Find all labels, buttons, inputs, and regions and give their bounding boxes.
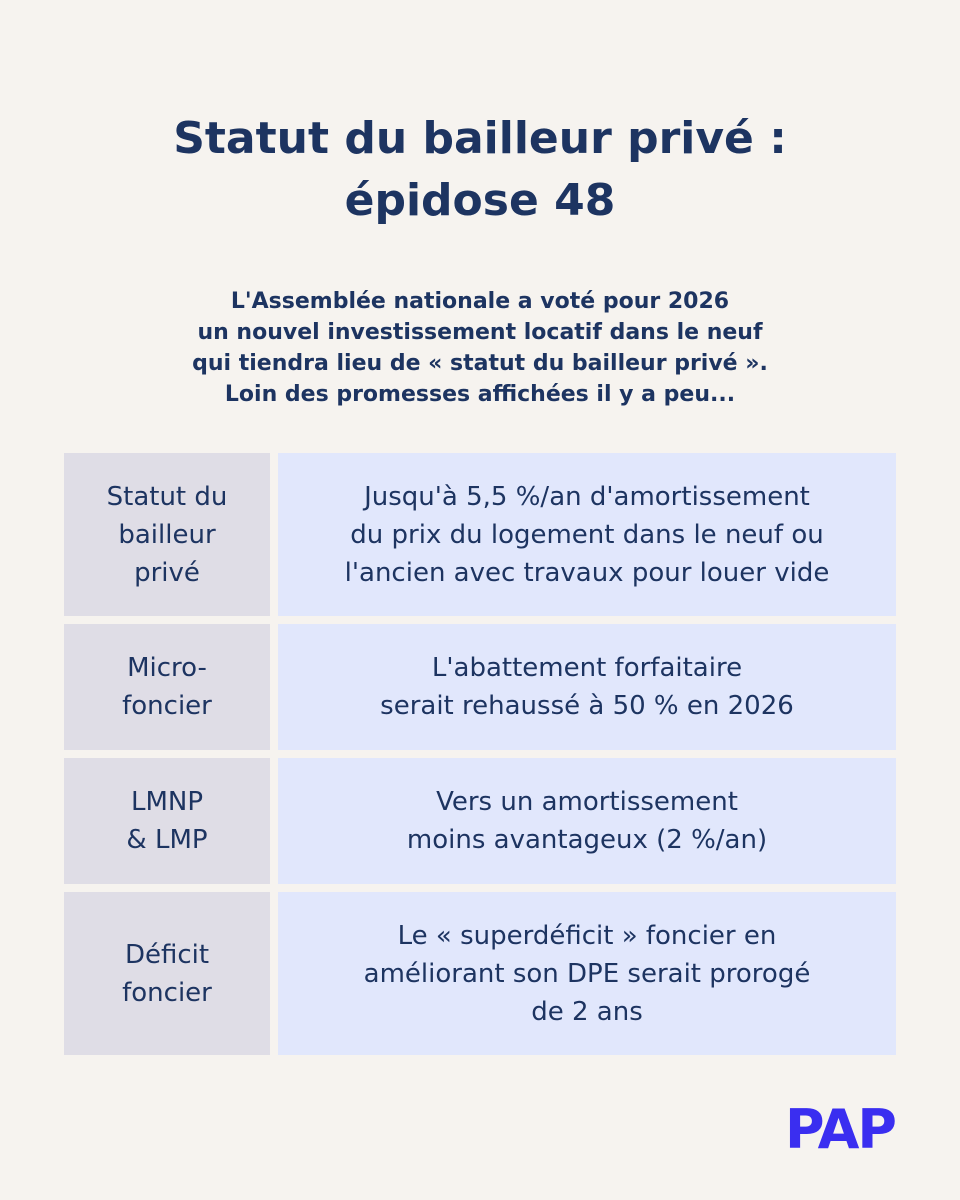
- row-value-micro-foncier: [278, 624, 896, 750]
- row-value-line: Vers un amortissement: [436, 787, 738, 817]
- row-label-line: bailleur: [118, 519, 216, 550]
- row-value-line: du prix du logement dans le neuf ou: [350, 519, 824, 550]
- row-label-line: foncier: [122, 691, 212, 721]
- row-label-line: & LMP: [126, 825, 208, 855]
- row-value-line: L'abattement forfaitaire: [431, 653, 743, 683]
- row-label-line: foncier: [122, 977, 212, 1008]
- row-label-lmnp-lmp: [64, 758, 270, 884]
- row-value-line: l'ancien avec travaux pour louer vide: [344, 557, 830, 588]
- row-value-line: moins avantageux (2 %/an): [406, 825, 768, 855]
- row-value-line: serait rehaussé à 50 % en 2026: [380, 691, 794, 721]
- row-value-deficit-foncier: [278, 892, 896, 1055]
- row-label-statut-bailleur: [64, 453, 270, 616]
- row-value-line: améliorant son DPE serait prorogé: [363, 958, 811, 989]
- row-value-line: Jusqu'à 5,5 %/an d'amortissement: [364, 481, 810, 512]
- row-label-micro-foncier: [64, 624, 270, 750]
- intro-line-2: un nouvel investissement locatif dans le neuf: [197, 320, 763, 345]
- page-title: [0, 108, 960, 232]
- row-value-statut-bailleur: [278, 453, 896, 616]
- row-value-lmnp-lmp: [278, 758, 896, 884]
- table-row: [64, 758, 896, 884]
- row-label-line: Micro-: [127, 653, 207, 683]
- row-label-line: Déficit: [124, 939, 210, 970]
- table-row: [64, 892, 896, 1055]
- title-line-1: Statut du bailleur privé :: [173, 113, 787, 164]
- intro-paragraph: [0, 286, 960, 410]
- intro-line-4: Loin des promesses affichées il y a peu...: [224, 382, 736, 407]
- row-label-line: Statut du: [106, 481, 228, 512]
- comparison-table: [64, 453, 896, 1055]
- row-value-line: de 2 ans: [531, 996, 643, 1027]
- intro-line-3: qui tiendra lieu de « statut du bailleur privé ».: [192, 351, 768, 376]
- table-row: [64, 453, 896, 616]
- table-row: [64, 624, 896, 750]
- pap-logo: [768, 1100, 912, 1156]
- title-line-2: épidose 48: [344, 175, 616, 226]
- intro-line-1: L'Assemblée nationale a voté pour 2026: [230, 289, 730, 314]
- row-value-line: Le « superdéficit » foncier en: [397, 920, 777, 951]
- row-label-line: privé: [134, 557, 200, 588]
- row-label-line: LMNP: [130, 787, 204, 817]
- pap-logo-text: PAP: [785, 1100, 895, 1156]
- row-label-deficit-foncier: [64, 892, 270, 1055]
